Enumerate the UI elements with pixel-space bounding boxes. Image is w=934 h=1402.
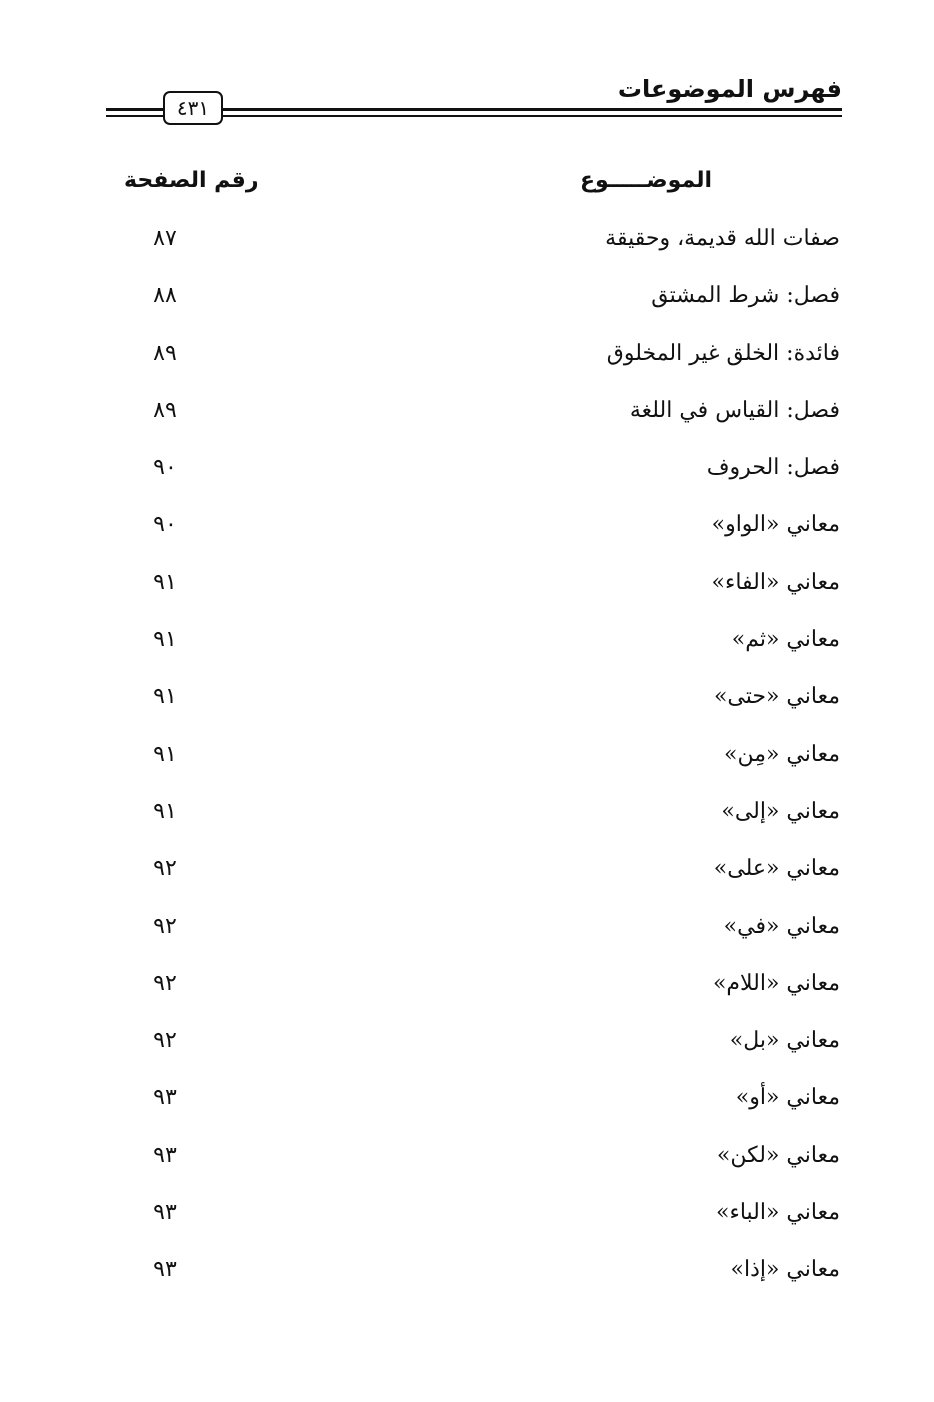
toc-row [0, 510, 934, 567]
toc-page-number: ٩٣ [153, 1257, 177, 1283]
toc-topic: معاني «لكن» [716, 1142, 840, 1168]
toc-page-number: ٩٣ [153, 1085, 177, 1111]
toc-page-number: ٩٠ [153, 455, 177, 481]
toc-row [0, 854, 934, 911]
toc-topic: فصل: شرط المشتق [651, 283, 840, 309]
toc-topic: معاني «أو» [735, 1085, 840, 1111]
toc-page-number: ٩١ [153, 569, 177, 595]
toc-topic: معاني «اللام» [712, 970, 840, 996]
page-title: فهرس الموضوعات [617, 75, 842, 103]
toc-row [0, 912, 934, 969]
toc-page-number: ٩٣ [153, 1142, 177, 1168]
toc-row [0, 797, 934, 854]
toc-topic: معاني «إلى» [721, 798, 840, 824]
toc-row [0, 625, 934, 682]
toc-topic: فصل: الحروف [706, 455, 840, 481]
page-number: ٤٣١ [176, 96, 210, 120]
toc-topic: معاني «مِن» [723, 741, 840, 767]
toc-row [0, 281, 934, 338]
topic-column-header: الموضـــــوع [579, 168, 712, 193]
table-of-contents [0, 224, 934, 1313]
toc-topic: فائدة: الخلق غير المخلوق [606, 340, 840, 366]
toc-page-number: ٨٩ [153, 340, 177, 366]
toc-row [0, 1141, 934, 1198]
toc-topic: معاني «في» [723, 913, 840, 939]
toc-topic: معاني «ثم» [731, 627, 840, 653]
toc-page-number: ٨٩ [153, 397, 177, 423]
toc-topic: معاني «إذا» [730, 1257, 840, 1283]
toc-page-number: ٩١ [153, 684, 177, 710]
toc-page-number: ٩٢ [153, 856, 177, 882]
toc-page-number: ٨٨ [153, 283, 177, 309]
toc-row [0, 568, 934, 625]
toc-page-number: ٩٠ [153, 512, 177, 538]
toc-topic: معاني «الفاء» [711, 569, 840, 595]
toc-page-number: ٩٢ [153, 913, 177, 939]
toc-topic: معاني «الباء» [716, 1200, 840, 1226]
toc-page-number: ٨٧ [153, 226, 177, 251]
toc-row [0, 1255, 934, 1312]
toc-topic: معاني «حتى» [713, 684, 840, 710]
toc-page-number: ٩٢ [153, 970, 177, 996]
toc-row [0, 453, 934, 510]
toc-topic: صفات الله قديمة، وحقيقة [605, 226, 840, 251]
toc-row [0, 682, 934, 739]
toc-page-number: ٩٢ [153, 1028, 177, 1054]
toc-row [0, 740, 934, 797]
toc-row [0, 1198, 934, 1255]
toc-row [0, 224, 934, 281]
page-column-header: رقم الصفحة [124, 168, 259, 193]
toc-page-number: ٩٣ [153, 1200, 177, 1226]
toc-page-number: ٩١ [153, 741, 177, 767]
toc-page-number: ٩١ [153, 798, 177, 824]
toc-row [0, 396, 934, 453]
page-number-box [163, 91, 223, 125]
toc-row [0, 339, 934, 396]
toc-topic: معاني «على» [713, 856, 840, 882]
toc-row [0, 1026, 934, 1083]
toc-row [0, 969, 934, 1026]
toc-topic: معاني «بل» [729, 1028, 840, 1054]
toc-topic: فصل: القياس في اللغة [629, 397, 840, 423]
toc-page-number: ٩١ [153, 627, 177, 653]
toc-row [0, 1083, 934, 1140]
toc-topic: معاني «الواو» [711, 512, 840, 538]
